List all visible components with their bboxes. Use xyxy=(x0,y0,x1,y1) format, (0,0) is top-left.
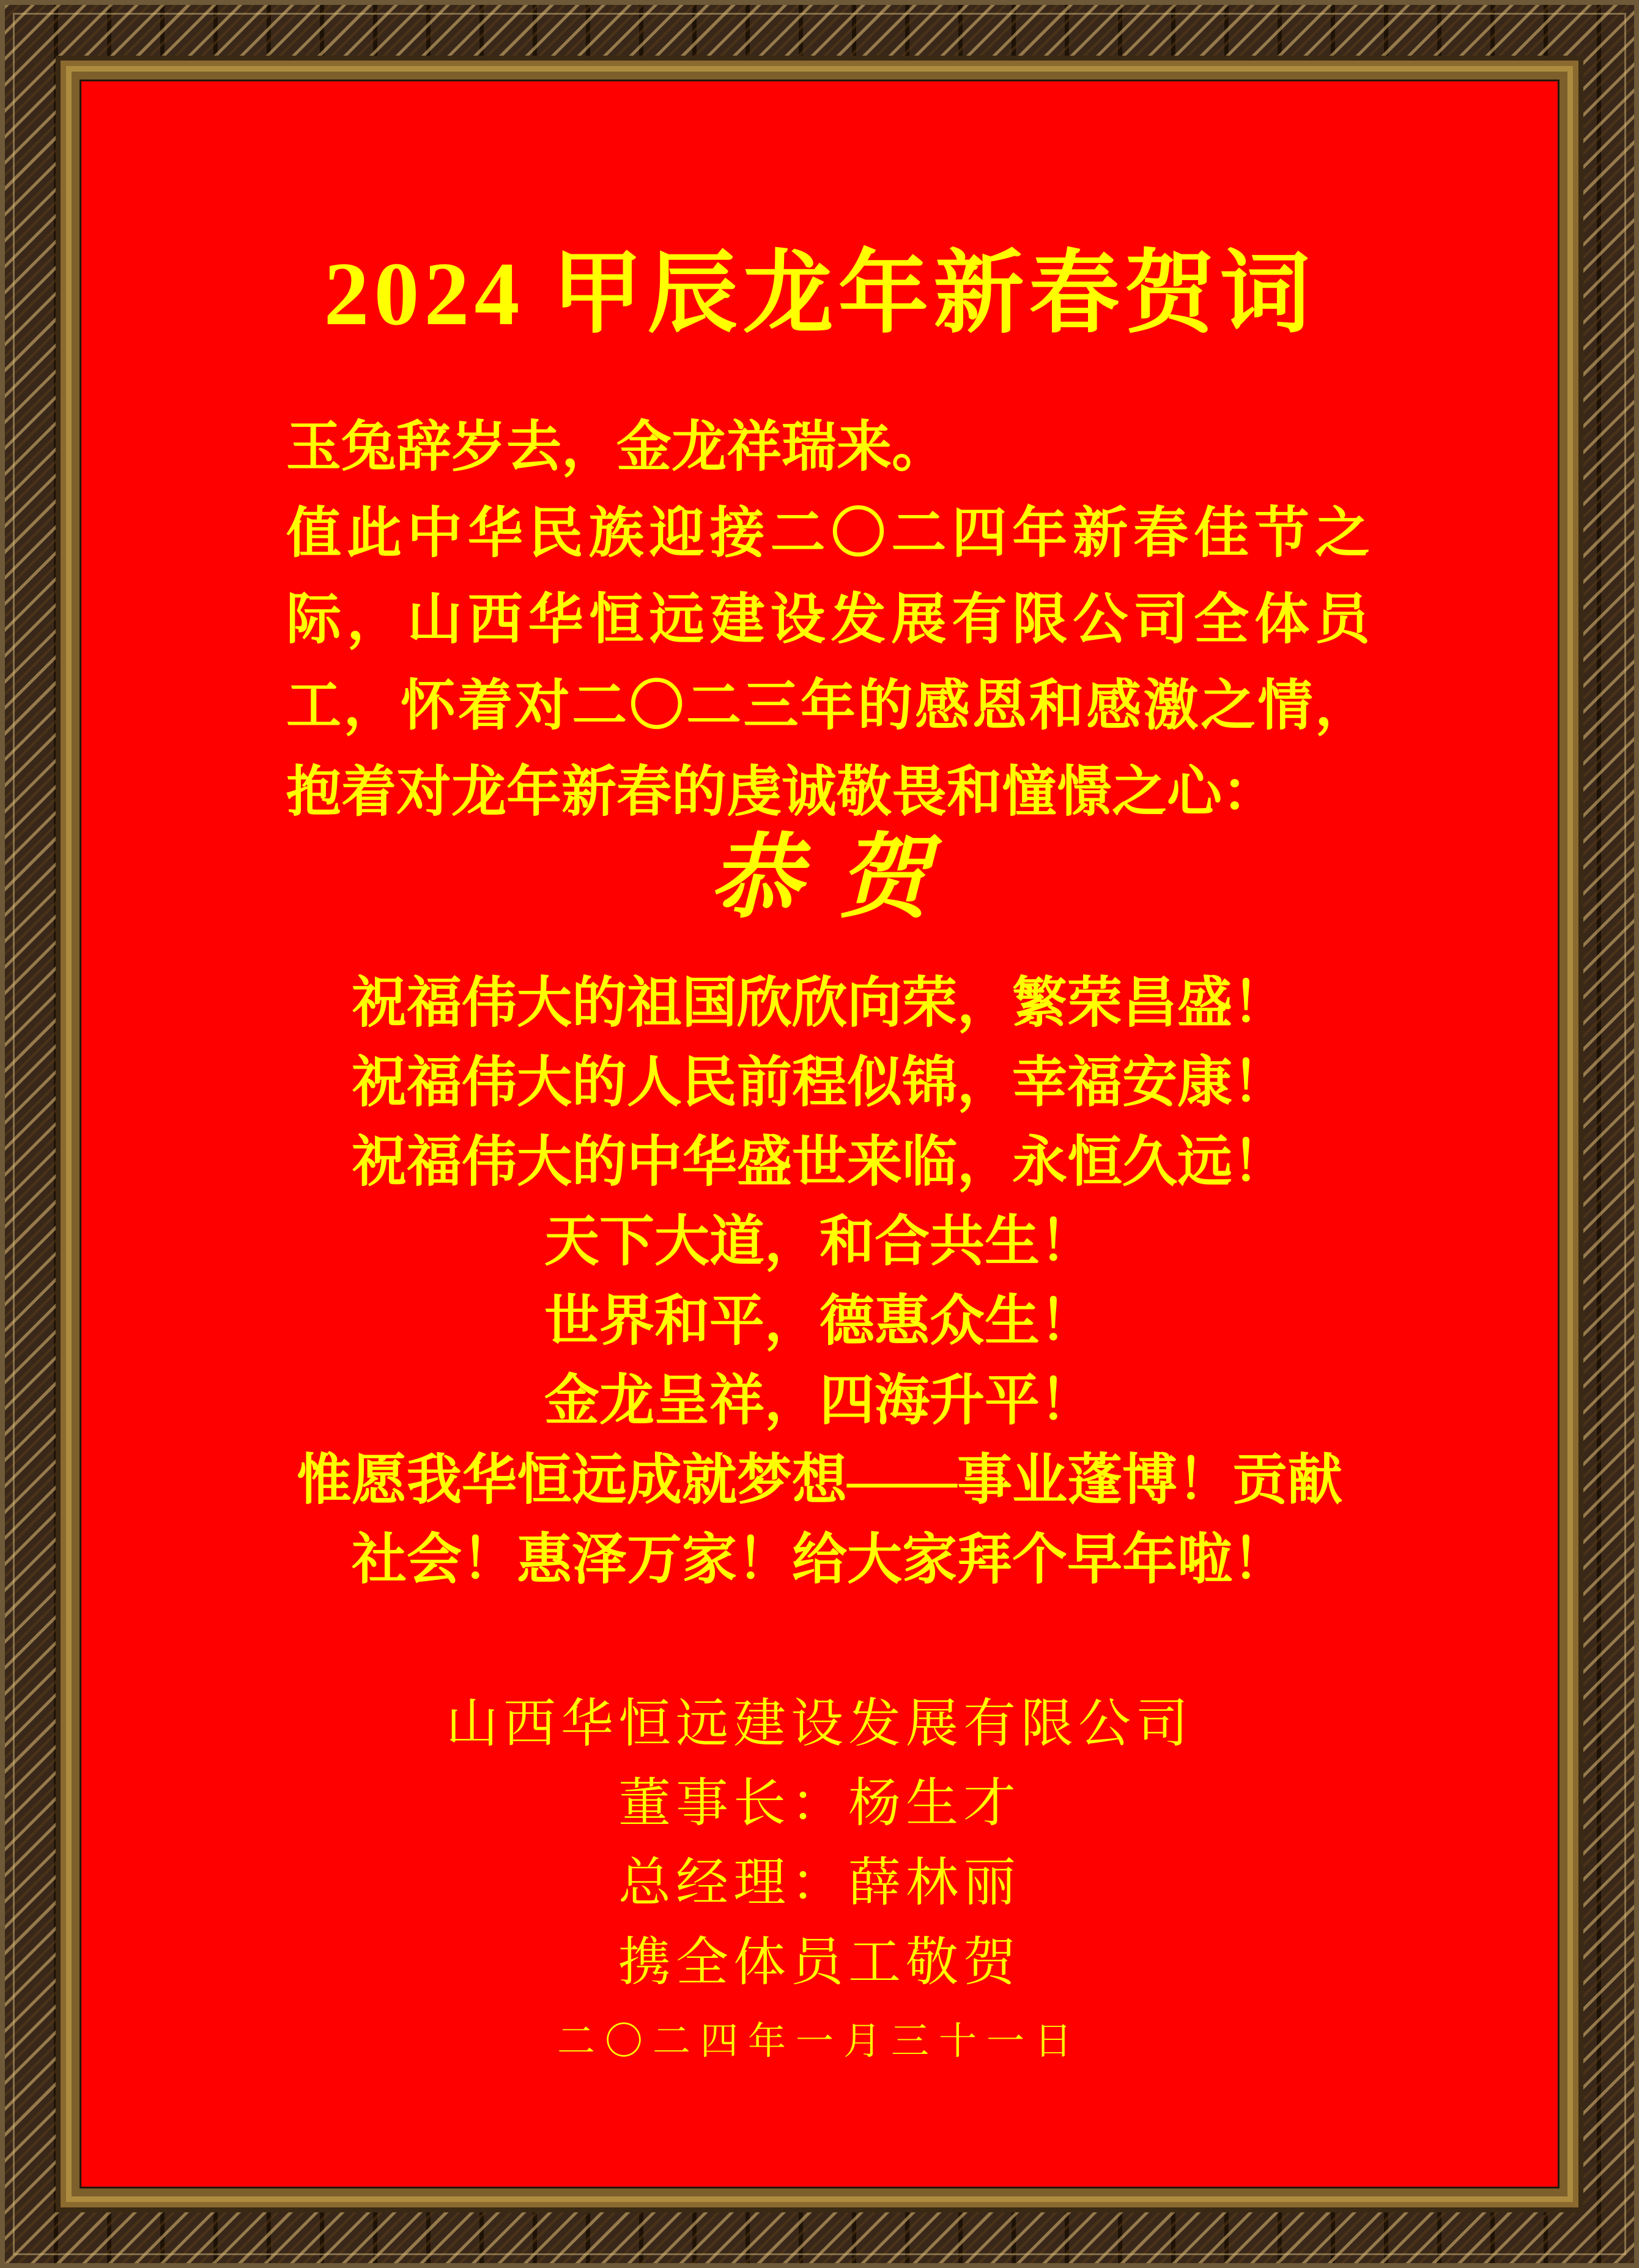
paragraph-line: 值此中华民族迎接二〇二四年新春佳节之 xyxy=(286,503,1370,564)
signature-block xyxy=(81,1684,1558,2002)
paragraph-line: 工，怀着对二〇二三年的感恩和感激之情， xyxy=(286,676,1370,736)
opening-paragraph xyxy=(286,404,1370,836)
company-name: 山西华恒远建设发展有限公司 xyxy=(446,1694,1193,1753)
blessing-line: 惟愿我华恒远成就梦想——事业蓬博！贡献 xyxy=(297,1450,1342,1511)
paragraph-line: 际，山西华恒远建设发展有限公司全体员 xyxy=(286,590,1370,650)
poster-title: 2024 甲辰龙年新春贺词 xyxy=(324,244,1315,344)
blessing-line: 祝福伟大的中华盛世来临，永恒久远！ xyxy=(352,1132,1287,1193)
blessing-list xyxy=(81,964,1558,1600)
blessing-line: 天下大道，和合共生！ xyxy=(544,1212,1095,1272)
general-manager-line: 总经理：薛林丽 xyxy=(618,1853,1021,1912)
chairman-line: 董事长：杨生才 xyxy=(618,1774,1021,1833)
staff-salute-line: 携全体员工敬贺 xyxy=(618,1933,1021,1992)
blessing-line: 金龙呈祥，四海升平！ xyxy=(544,1371,1095,1431)
paragraph-line: 抱着对龙年新春的虔诚敬畏和憧憬之心： xyxy=(286,762,1277,823)
salute-calligraphy: 恭贺 xyxy=(709,828,966,929)
paragraph-line: 玉兔辞岁去，金龙祥瑞来。 xyxy=(286,417,947,478)
greeting-poster xyxy=(81,81,1558,2187)
blessing-line: 世界和平，德惠众生！ xyxy=(544,1291,1095,1352)
blessing-line: 社会！惠泽万家！给大家拜个早年啦！ xyxy=(352,1530,1287,1590)
date-line: 二〇二四年一月三十一日 xyxy=(557,2021,1082,2062)
blessing-line: 祝福伟大的祖国欣欣向荣，繁荣昌盛！ xyxy=(352,973,1287,1034)
blessing-line: 祝福伟大的人民前程似锦，幸福安康！ xyxy=(352,1053,1287,1113)
